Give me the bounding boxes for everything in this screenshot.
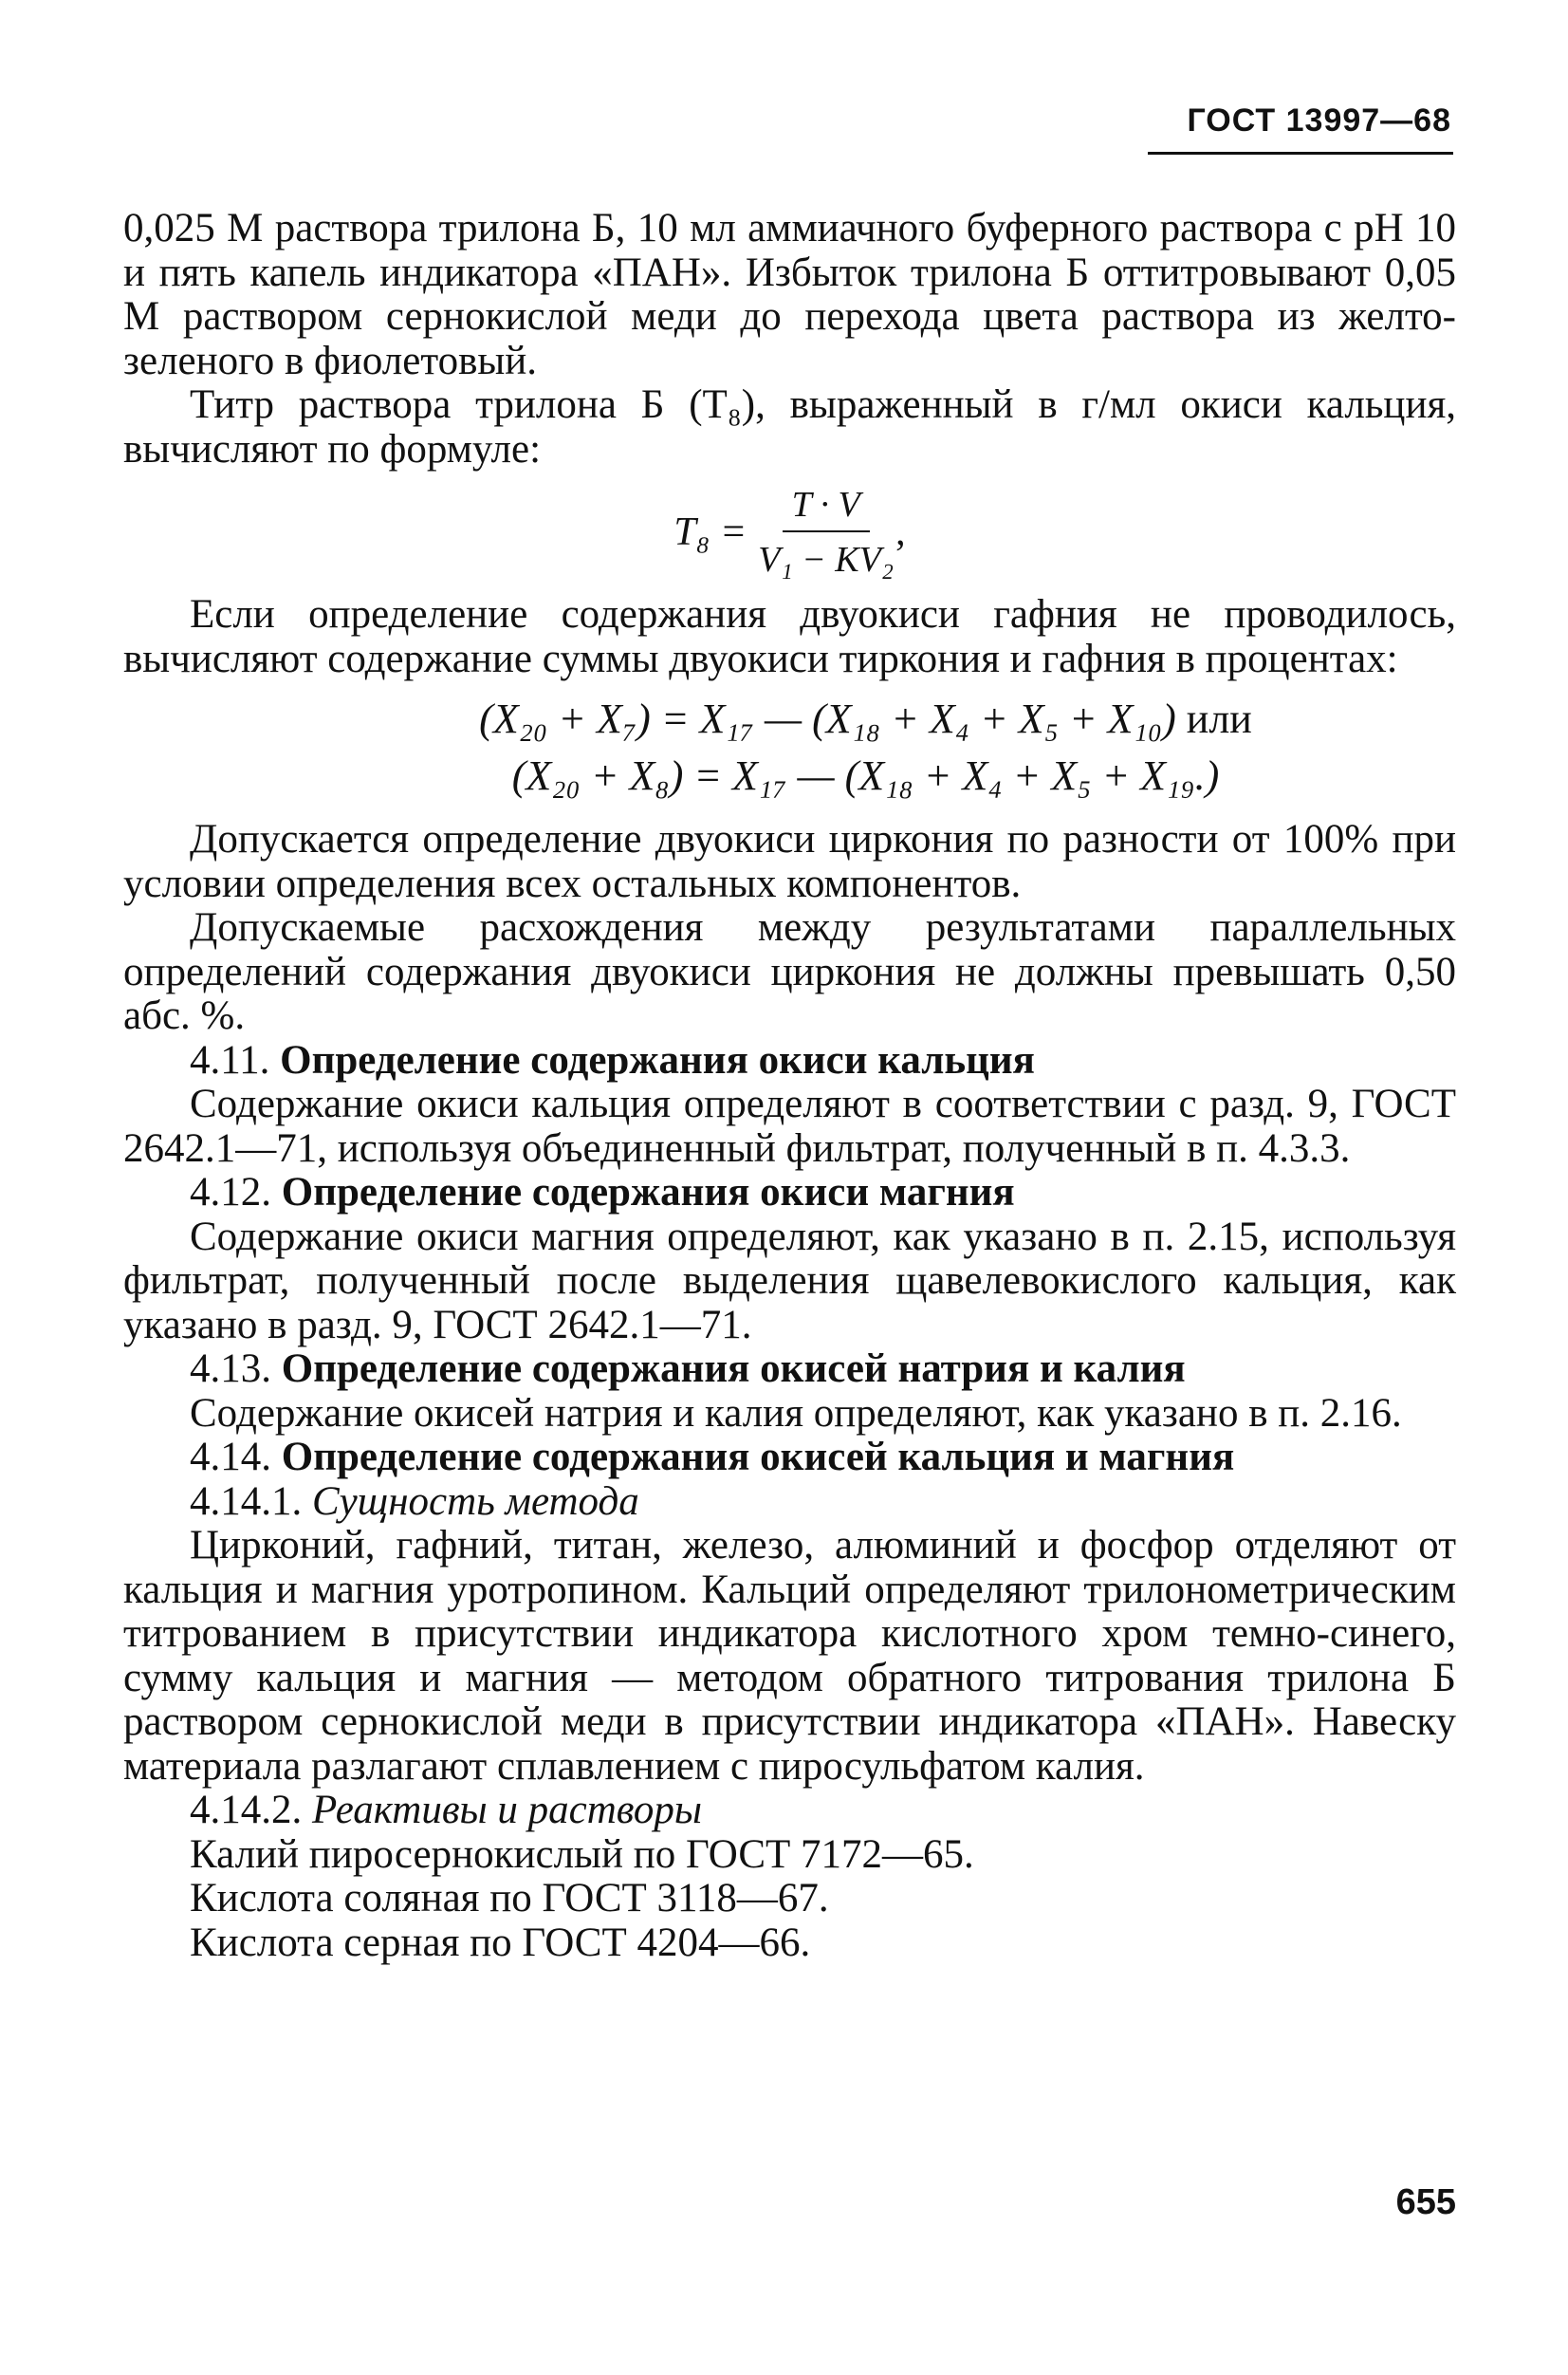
header-rule [1148, 152, 1453, 155]
titer-formula [123, 472, 1456, 593]
reagent-item: Калий пиросернокислый по ГОСТ 7172—65. [190, 1831, 974, 1877]
paragraph: Содержание окиси магния определяют, как указано в п. 2.15, используя фильтрат, полученный после выделения щавелевокислого кальция, как указано в разд. 9, ГОСТ 2642.1—71. [123, 1214, 1456, 1347]
paragraph: Содержание окиси кальция определяют в соответствии с разд. 9, ГОСТ 2642.1—71, используя объединенный фильтрат, полученный в п. 4.3.3. [123, 1082, 1456, 1171]
section-4-14-heading: 4.14. Определение содержания окисей кальция и магния [190, 1435, 1235, 1479]
paragraph: Допускаемые расхождения между результатами параллельных определений содержания двуокиси циркония не должны превышать 0,50 абс. %. [123, 905, 1456, 1038]
page-number: 655 [1395, 2182, 1456, 2222]
equation-1-or: или [1186, 696, 1252, 742]
section-4-12-heading: 4.12. Определение содержания окиси магния [190, 1170, 1015, 1215]
paragraph: Цирконий, гафний, титан, железо, алюминий и фосфор отделяют от кальция и магния уротропином. Кальций определяют трилонометрическим титрованием в присутствии индикатора кислотного хром темно-синего, сумму кальция и магния — методом обратного титрования трилона Б раствором сернокислой меди в присутствии индикатора «ПАН». Навеску материала разлагают сплавлением с пиросульфатом калия. [123, 1523, 1456, 1789]
section-4-14-2-heading: 4.14.2. Реактивы и растворы [190, 1788, 702, 1832]
paragraph: Титр раствора трилона Б (Т₈), выраженный в г/мл окиси кальция, вычисляют по формуле: [123, 382, 1456, 472]
formula-numerator: T · V [783, 483, 870, 533]
formula-tail: , [895, 510, 906, 554]
paragraph: 0,025 М раствора трилона Б, 10 мл аммиачного буферного раствора с pH 10 и пять капель индикатора «ПАН». Избыток трилона Б оттитровывают 0,05 М раствором сернокислой меди до перехода цвета раствора из желто-зеленого в фиолетовый. [123, 206, 1456, 383]
sum-equations [123, 691, 1456, 805]
reagent-item: Кислота серная по ГОСТ 4204—66. [190, 1920, 811, 1965]
paragraph: Допускается определение двуокиси циркония по разности от 100% при условии определения всех остальных компонентов. [123, 817, 1456, 906]
reagent-item: Кислота соляная по ГОСТ 3118—67. [190, 1876, 829, 1920]
section-4-13-heading: 4.13. Определение содержания окисей натрия и калия [190, 1346, 1186, 1391]
section-4-11-heading: 4.11. Определение содержания окиси кальция [190, 1037, 1035, 1083]
paragraph: Содержание окисей натрия и калия определяют, как указано в п. 2.16. [190, 1390, 1402, 1436]
section-4-14-1-heading: 4.14.1. Сущность метода [190, 1478, 639, 1524]
formula-denominator: V₁ − KV₂ [758, 540, 895, 580]
equation-1 [123, 691, 1456, 748]
formula-lhs: T₈ = [673, 510, 747, 554]
equation-2: (X₂₀ + X₈) = X₁₇ — (X₁₈ + X₄ + X₅ + X₁₉.) [511, 752, 1220, 799]
body-text [123, 207, 1456, 1965]
paragraph: Если определение содержания двуокиси гафния не проводилось, вычисляют содержание суммы двуокиси тиркония и гафния в процентах: [123, 592, 1456, 681]
header-standard-title: ГОСТ 13997—68 [1187, 102, 1451, 139]
equation-1-body: (X₂₀ + X₇) = X₁₇ — (X₁₈ + X₄ + X₅ + X₁₀) [479, 696, 1176, 742]
formula-fraction [758, 483, 894, 583]
